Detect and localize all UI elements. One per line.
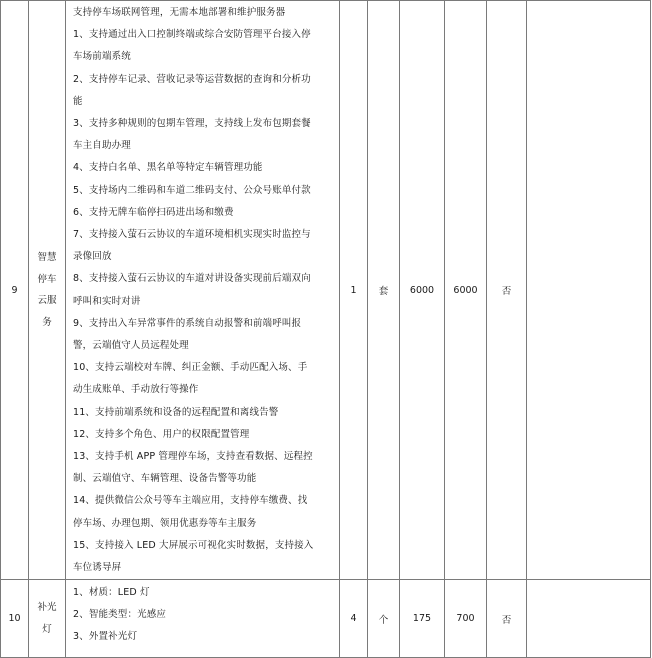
quantity-cell: 1 (340, 1, 368, 580)
total-price-cell: 6000 (445, 1, 487, 580)
remark-cell (527, 580, 651, 658)
description-line: 车主自助办理 (73, 140, 131, 152)
row-number: 9 (1, 1, 29, 580)
description-line: 2、智能类型：光感应 (73, 609, 167, 621)
description-line: 录像回放 (73, 251, 112, 263)
item-name (29, 580, 66, 658)
description-line: 9、支持出入车异常事件的系统自动报警和前端呼叫报 (73, 317, 302, 329)
description-line: 1、材质：LED 灯 (73, 587, 150, 599)
item-name-line: 务 (42, 316, 52, 328)
total-price-cell: 700 (445, 580, 487, 658)
description-line: 14、提供微信公众号等车主端应用，支持停车缴费、找 (73, 495, 308, 507)
description-line: 警，云端值守人员远程处理 (73, 340, 189, 352)
item-name-line: 补光 (37, 602, 57, 614)
description-line: 车位诱导屏 (73, 562, 122, 574)
description-line: 5、支持场内二维码和车道二维码支付、公众号账单付款 (73, 184, 311, 196)
item-name-line: 智慧 (37, 252, 57, 264)
description-line: 3、外置补光灯 (73, 631, 138, 643)
item-name (29, 1, 66, 580)
unit-cell: 套 (368, 1, 400, 580)
description-line: 4、支持白名单、黑名单等特定车辆管理功能 (73, 162, 263, 174)
table-row (1, 580, 651, 658)
row-number: 10 (1, 580, 29, 658)
quantity-cell: 4 (340, 580, 368, 658)
description-line: 13、支持手机 APP 管理停车场，支持查看数据、远程控 (73, 451, 313, 463)
item-name-line: 灯 (42, 623, 52, 635)
imported-cell: 否 (487, 1, 527, 580)
unit-price-cell: 175 (400, 580, 445, 658)
item-name-line: 云服 (37, 295, 57, 307)
imported-cell: 否 (487, 580, 527, 658)
description-line: 支持停车场联网管理，无需本地部署和维护服务器 (73, 7, 286, 18)
description-line: 11、支持前端系统和设备的远程配置和离线告警 (73, 406, 279, 418)
item-description (66, 1, 340, 580)
description-line: 7、支持接入萤石云协议的车道环境相机实现实时监控与 (73, 229, 311, 241)
unit-cell: 个 (368, 580, 400, 658)
description-line: 6、支持无牌车临停扫码进出场和缴费 (73, 206, 234, 218)
unit-price-cell: 6000 (400, 1, 445, 580)
description-line: 车场前端系统 (73, 51, 131, 63)
description-line: 停车场、办理包期、领用优惠券等车主服务 (73, 517, 257, 529)
description-line: 10、支持云端校对车牌、纠正金额、手动匹配入场、手 (73, 362, 308, 374)
description-line: 2、支持停车记录、营收记录等运营数据的查询和分析功 (73, 73, 311, 85)
description-line: 动生成账单、手动放行等操作 (73, 384, 199, 396)
description-line: 12、支持多个角色、用户的权限配置管理 (73, 428, 250, 440)
description-line: 8、支持接入萤石云协议的车道对讲设备实现前后端双向 (73, 273, 311, 285)
description-line: 制、云端值守、车辆管理、设备告警等功能 (73, 473, 257, 485)
description-line: 1、支持通过出入口控制终端或综合安防管理平台接入停 (73, 29, 311, 41)
description-line: 能 (73, 95, 83, 107)
description-line: 15、支持接入 LED 大屏展示可视化实时数据，支持接入 (73, 539, 314, 551)
description-line: 呼叫和实时对讲 (73, 295, 141, 307)
table-row (1, 1, 651, 580)
remark-cell (527, 1, 651, 580)
item-description (66, 580, 340, 658)
item-name-line: 停车 (37, 273, 57, 285)
description-line: 3、支持多种规则的包期车管理，支持线上发布包期套餐 (73, 118, 311, 130)
